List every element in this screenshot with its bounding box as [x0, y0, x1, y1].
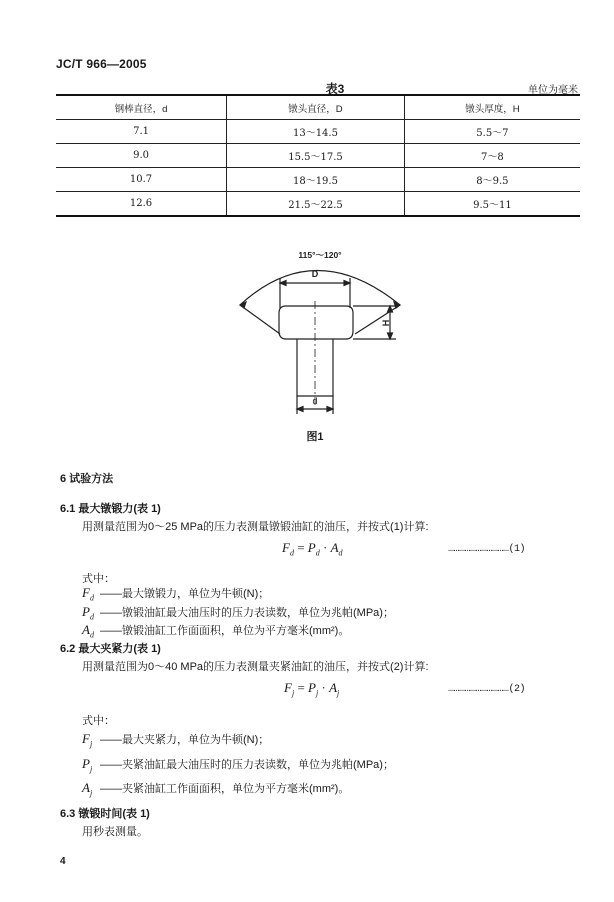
table-row [56, 168, 580, 192]
page-number: 4 [60, 856, 66, 867]
def-symbol: P [82, 604, 90, 619]
bolt-head [279, 306, 353, 339]
arrowhead [327, 407, 333, 412]
equation-2: $F_j = P_j \cdot A_j$ [284, 680, 340, 698]
eq-symbol: A [329, 680, 338, 695]
def-symbol: F [82, 585, 90, 600]
def-text: ——最大夹紧力，单位为牛顿(N)； [100, 734, 270, 746]
eq-symbol: F [282, 540, 290, 555]
def-symbol: A [82, 622, 90, 637]
table-row [56, 192, 580, 217]
dimension-label-H: H [381, 319, 391, 327]
column-header: 钢棒直径，d [56, 95, 227, 120]
eq-symbol: P [308, 680, 316, 695]
def-text: ——最大镦锻力，单位为牛顿(N)； [100, 588, 270, 600]
angle-label: 115°～120° [298, 250, 342, 260]
def-subscript: d [89, 593, 94, 603]
def-text: ——镦锻油缸最大油压时的压力表读数，单位为兆帕(MPa)； [100, 607, 394, 619]
eq-symbol: P [307, 540, 316, 555]
arrowhead [388, 333, 393, 339]
table-cell: 5.5～7 [404, 120, 580, 144]
angle-extension-line [355, 305, 400, 334]
arrowhead [280, 281, 286, 286]
table-cell: 10.7 [56, 168, 227, 192]
definition-line [82, 731, 269, 749]
equation-number: ……………………………(2) [448, 684, 526, 695]
spec-table [56, 94, 580, 217]
eq-subscript: j [291, 688, 295, 698]
arrowhead [297, 407, 303, 412]
paragraph: 用测量范围为0～25 MPa的压力表测量镦锻油缸的油压，并按式(1)计算: [82, 521, 429, 533]
def-text: ——镦锻油缸工作面面积，单位为平方毫米(mm²)。 [100, 625, 350, 637]
eq-symbol: A [330, 540, 339, 555]
table-cell: 18～19.5 [227, 168, 405, 192]
table-row [56, 120, 580, 144]
definition-line [82, 780, 349, 798]
arrowhead [394, 302, 400, 308]
table-cell: 9.0 [56, 144, 227, 168]
eq-subscript: j [337, 688, 340, 698]
subsection-heading: 6.2 最大夹紧力(表 1) [60, 643, 161, 655]
paragraph: 用秒表测量。 [82, 826, 148, 838]
eq-subscript: d [289, 548, 294, 558]
angle-extension-line [240, 305, 280, 334]
arrowhead [240, 302, 246, 308]
subsection-heading: 6.1 最大镦锻力(表 1) [60, 503, 161, 515]
table-cell: 21.5～22.5 [227, 192, 405, 217]
table-unit: 单位为毫米 [528, 85, 578, 96]
table-caption: 表3 [325, 82, 345, 96]
subsection-heading: 6.3 镦锻时间(表 1) [60, 808, 150, 820]
def-subscript: j [89, 764, 93, 774]
eq-symbol: F [284, 680, 292, 695]
def-text: ——夹紧油缸最大油压时的压力表读数，单位为兆帕(MPa)； [100, 759, 394, 771]
def-symbol: F [82, 731, 90, 746]
dimension-label-d: d [312, 396, 318, 406]
table-cell: 8～9.5 [404, 168, 580, 192]
table-cell: 7.1 [56, 120, 227, 144]
eq-subscript: d [315, 548, 320, 558]
table-row [56, 144, 580, 168]
bolt-head-figure [230, 246, 410, 426]
dimension-label-D: D [311, 269, 319, 279]
paragraph: 用测量范围为0～40 MPa的压力表测量夹紧油缸的油压，并按式(2)计算: [82, 661, 429, 673]
def-symbol: A [82, 780, 90, 795]
figure-caption: 图1 [306, 431, 324, 443]
definition-line [82, 585, 269, 603]
angle-arc [240, 271, 400, 306]
definition-line [82, 756, 394, 774]
def-symbol: P [82, 756, 90, 771]
table-cell: 13～14.5 [227, 120, 405, 144]
def-subscript: d [89, 630, 94, 640]
equation-number: ……………………………(1) [448, 544, 526, 555]
table-cell: 9.5～11 [404, 192, 580, 217]
where-label: 式中： [82, 715, 115, 727]
table-header-row [56, 95, 580, 120]
definition-line [82, 622, 349, 640]
def-subscript: j [89, 739, 93, 749]
eq-subscript: j [315, 688, 319, 698]
where-label: 式中： [82, 573, 115, 585]
def-subscript: j [89, 788, 93, 798]
def-text: ——夹紧油缸工作面面积，单位为平方毫米(mm²)。 [100, 783, 350, 795]
column-header: 镦头直径，D [227, 95, 405, 120]
arrowhead [388, 306, 393, 312]
definition-line [82, 604, 394, 622]
equation-1: $F_d = P_d \cdot A_d$ [282, 540, 343, 558]
table-cell: 15.5～17.5 [227, 144, 405, 168]
arrowhead [344, 281, 350, 286]
eq-subscript: d [338, 548, 343, 558]
table-cell: 7～8 [404, 144, 580, 168]
def-subscript: d [89, 612, 94, 622]
column-header: 镦头厚度，H [404, 95, 580, 120]
section-title: 6 试验方法 [60, 473, 114, 485]
standard-code: JC/T 966—2005 [56, 57, 147, 71]
table-cell: 12.6 [56, 192, 227, 217]
